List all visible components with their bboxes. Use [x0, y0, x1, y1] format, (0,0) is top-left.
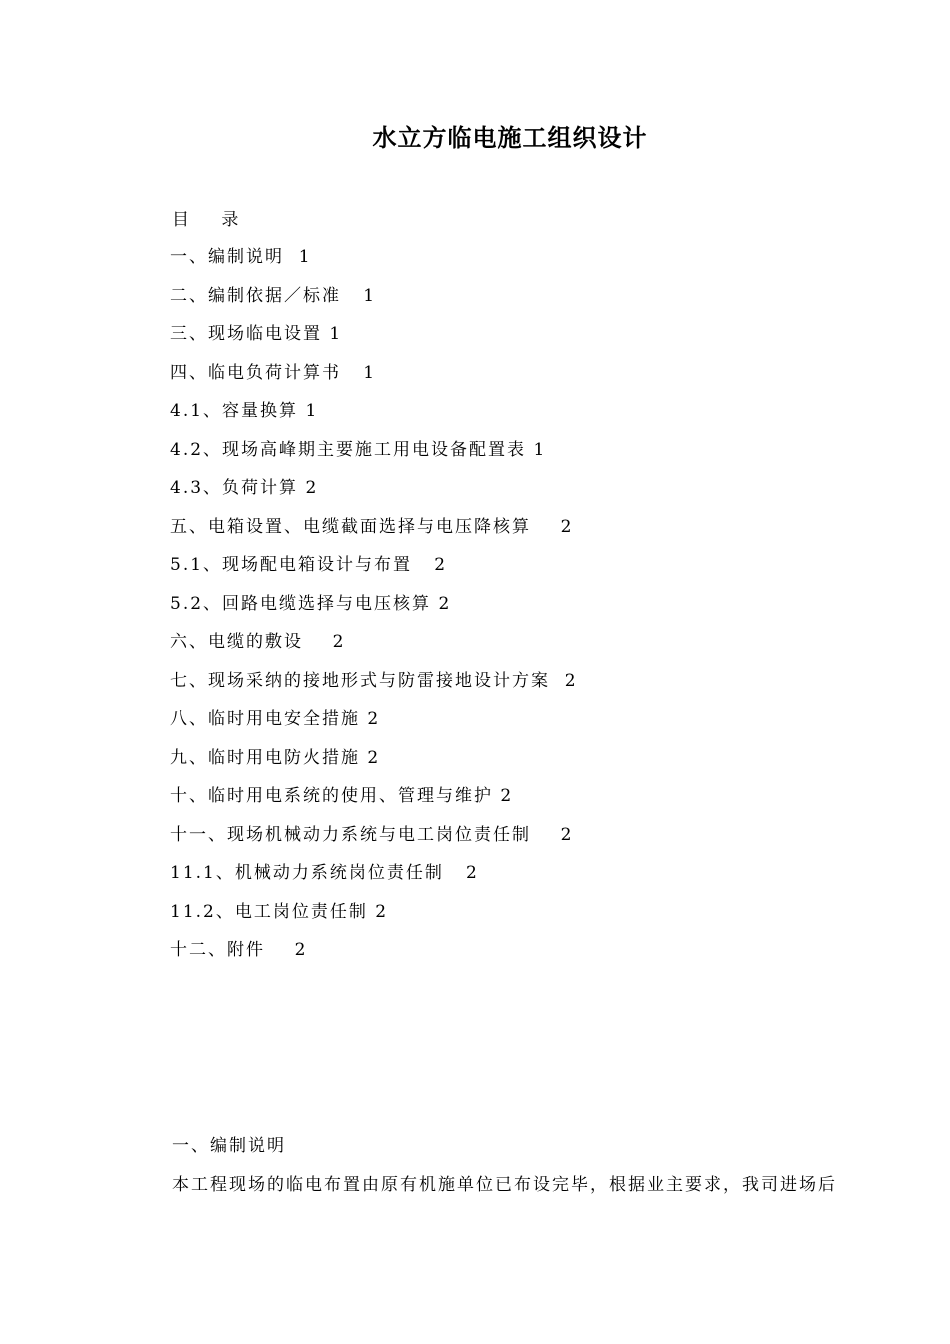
toc-item: 四、临电负荷计算书 1 — [170, 362, 377, 383]
toc-item: 4.3、负荷计算 2 — [170, 478, 319, 498]
toc-item: 4.1、容量换算 1 — [170, 401, 319, 421]
document-title: 水立方临电施工组织设计 — [372, 123, 648, 152]
toc-item: 5.2、回路电缆选择与电压核算 2 — [170, 593, 452, 614]
toc-item: 三、现场临电设置 1 — [170, 324, 343, 344]
toc-item: 5.1、现场配电箱设计与布置 2 — [170, 555, 448, 575]
toc-item: 七、现场采纳的接地形式与防雷接地设计方案 2 — [170, 670, 578, 691]
toc-item: 11.2、电工岗位责任制 2 — [170, 901, 389, 922]
toc-item: 十二、附件 2 — [170, 940, 308, 960]
toc-item: 九、临时用电防火措施 2 — [170, 747, 381, 768]
toc-item: 八、临时用电安全措施 2 — [170, 709, 381, 729]
toc-item: 一、编制说明 1 — [170, 247, 312, 267]
toc-item: 二、编制依据／标准 1 — [170, 285, 377, 306]
toc-item: 4.2、现场高峰期主要施工用电设备配置表 1 — [170, 439, 547, 460]
body-paragraph: 本工程现场的临电布置由原有机施单位已布设完毕，根据业主要求，我司进场后 — [172, 1175, 837, 1195]
toc-item: 五、电箱设置、电缆截面选择与电压降核算 2 — [170, 516, 574, 537]
toc-item: 十、临时用电系统的使用、管理与维护 2 — [170, 786, 514, 806]
section-heading: 一、编制说明 — [172, 1136, 286, 1156]
table-of-contents — [170, 245, 578, 977]
toc-item: 11.1、机械动力系统岗位责任制 2 — [170, 863, 479, 883]
toc-item: 六、电缆的敷设 2 — [170, 632, 346, 652]
toc-item: 十一、现场机械动力系统与电工岗位责任制 2 — [170, 824, 574, 845]
toc-heading: 目 录 — [172, 210, 239, 230]
